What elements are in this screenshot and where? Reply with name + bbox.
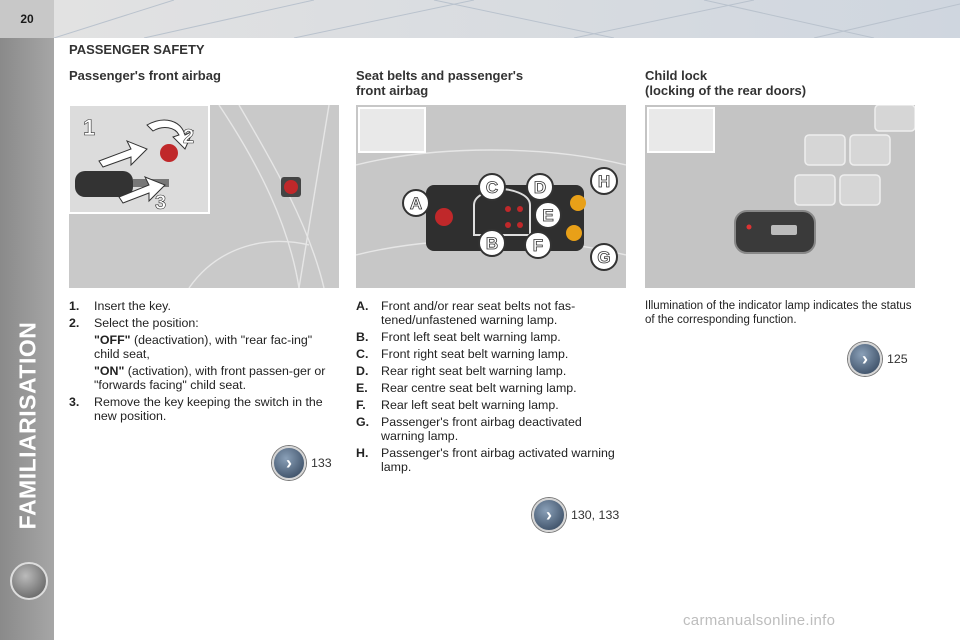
seatbelt-icon xyxy=(435,208,453,226)
col1-instructions xyxy=(69,299,341,426)
chevron-right-icon: › xyxy=(532,498,566,532)
child-lock-icon xyxy=(771,225,797,235)
page-reference-link[interactable]: › 125 xyxy=(848,342,908,376)
footer-watermark: carmanualsonline.info xyxy=(683,612,836,629)
col3-title: Child lock (locking of the rear doors) xyxy=(645,68,807,98)
list-item: E. Rear centre seat belt warning lamp. xyxy=(356,381,577,395)
header-band xyxy=(54,0,960,38)
figure-label-a: A xyxy=(409,194,423,213)
list-item: A. Front and/or rear seat belts not fas-tened/unfastened warning lamp. xyxy=(356,299,576,327)
decor-circle-icon xyxy=(10,562,48,600)
section-title: PASSENGER SAFETY xyxy=(69,42,205,57)
list-item: H. Passenger's front airbag activated warning lamp. xyxy=(356,446,615,474)
airbag-off-icon xyxy=(570,195,586,211)
list-item: G. Passenger's front airbag deactivated warning lamp. xyxy=(356,415,582,443)
airbag-off-lamp-icon xyxy=(284,180,298,194)
airbag-key-switch-figure xyxy=(69,105,339,288)
figure-label-c: C xyxy=(485,178,499,197)
figure-label-h: H xyxy=(597,172,611,191)
on-option: "ON" (activation), with front passen-ger or "forwards facing" child seat. xyxy=(94,364,326,392)
list-item: 3. Remove the key keeping the switch in the new position. xyxy=(69,395,323,423)
col2-title: Seat belts and passenger's front airbag xyxy=(356,68,524,98)
figure-label-2: 2 xyxy=(183,126,195,148)
list-item: C. Front right seat belt warning lamp. xyxy=(356,347,569,361)
list-item: D. Rear right seat belt warning lamp. xyxy=(356,364,567,378)
figure-label-3: 3 xyxy=(155,192,167,214)
child-lock-figure xyxy=(645,105,915,288)
list-item: B. Front left seat belt warning lamp. xyxy=(356,330,561,344)
page-reference-link[interactable]: › 133 xyxy=(272,446,332,480)
key-icon xyxy=(75,171,133,197)
figure-label-b: B xyxy=(485,234,499,253)
airbag-on-icon xyxy=(566,225,582,241)
chevron-right-icon: › xyxy=(272,446,306,480)
figure-label-1: 1 xyxy=(83,115,96,140)
col1-title: Passenger's front airbag xyxy=(69,68,221,83)
list-item: 2. Select the position: xyxy=(69,316,199,330)
switch-icon xyxy=(160,144,178,162)
figure-label-d: D xyxy=(533,178,547,197)
sidebar xyxy=(0,0,54,640)
list-item: 1. Insert the key. xyxy=(69,299,171,313)
list-item: F. Rear left seat belt warning lamp. xyxy=(356,398,559,412)
col2-legend xyxy=(356,299,628,477)
page-number: 20 xyxy=(0,0,54,38)
header-decoration xyxy=(54,0,960,38)
seatbelt-warning-figure xyxy=(356,105,626,288)
side-label: FAMILIARISATION xyxy=(14,321,41,529)
off-option: "OFF" (deactivation), with "rear fac-ing" child seat, xyxy=(94,333,313,361)
page-reference-link[interactable]: › 130, 133 xyxy=(532,498,619,532)
figure-label-f: F xyxy=(532,236,544,255)
chevron-right-icon: › xyxy=(848,342,882,376)
figure-label-g: G xyxy=(597,248,611,267)
child-lock-description: Illumination of the indicator lamp indicates the status of the corresponding function. xyxy=(645,300,912,326)
figure-label-e: E xyxy=(542,206,554,225)
